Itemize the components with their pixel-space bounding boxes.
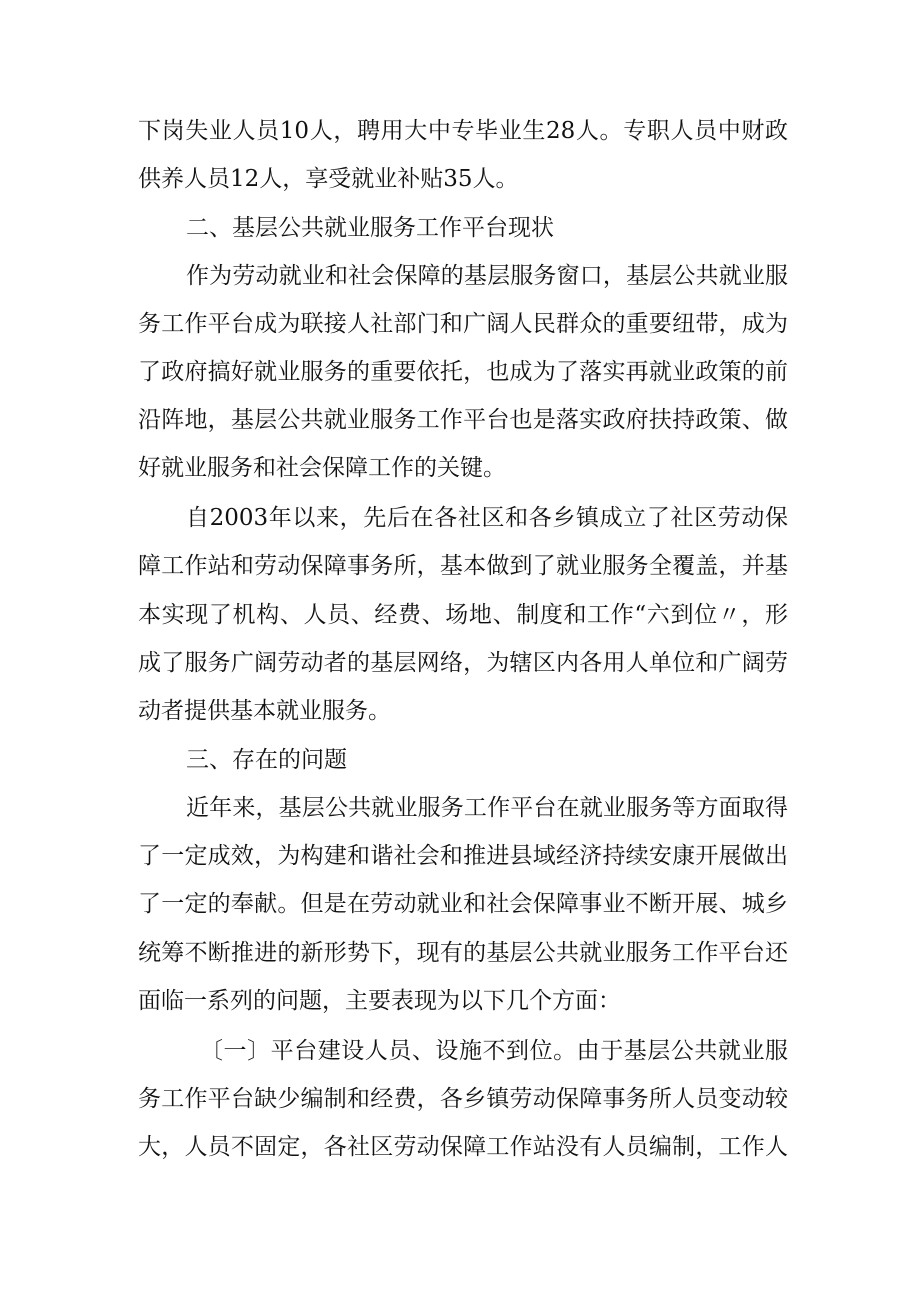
- text-line: 下岗失业人员10人，聘用大中专毕业生28人。专职人员中财政: [138, 118, 788, 144]
- section-heading: 三、存在的问题: [186, 747, 347, 773]
- text-line: 本实现了机构、人员、经费、场地、制度和工作“六到位〃，形: [138, 602, 788, 628]
- text-line: 务工作平台成为联接人社部门和广阔人民群众的重要纽带，成为: [138, 311, 788, 337]
- text-line: 沿阵地，基层公共就业服务工作平台也是落实政府扶持政策、做: [138, 407, 788, 433]
- text-line: 了政府搞好就业服务的重要依托，也成为了落实再就业政策的前: [138, 359, 788, 385]
- text-line: 近年来，基层公共就业服务工作平台在就业服务等方面取得: [186, 795, 788, 821]
- text-line: 面临一系列的问题，主要表现为以下几个方面：: [138, 988, 621, 1014]
- text-line: 统筹不断推进的新形势下，现有的基层公共就业服务工作平台还: [138, 940, 788, 966]
- text-line: 动者提供基本就业服务。: [138, 698, 391, 724]
- text-line: 了一定的奉献。但是在劳动就业和社会保障事业不断开展、城乡: [138, 891, 788, 917]
- text-line: 好就业服务和社会保障工作的关键。: [138, 455, 506, 481]
- text-line: 障工作站和劳动保障事务所，基本做到了就业服务全覆盖，并基: [138, 553, 788, 579]
- text-line: 自2003年以来，先后在各社区和各乡镇成立了社区劳动保: [186, 505, 788, 531]
- text-line: 〔一〕平台建设人员、设施不到位。由于基层公共就业服: [200, 1038, 788, 1064]
- text-line: 了一定成效，为构建和谐社会和推进县域经济持续安康开展做出: [138, 843, 788, 869]
- section-heading: 二、基层公共就业服务工作平台现状: [186, 215, 554, 241]
- text-line: 供养人员12人，享受就业补贴35人。: [138, 166, 519, 192]
- text-line: 成了服务广阔劳动者的基层网络，为辖区内各用人单位和广阔劳: [138, 650, 788, 676]
- text-line: 大，人员不固定，各社区劳动保障工作站没有人员编制，工作人: [138, 1134, 788, 1160]
- text-line: 作为劳动就业和社会保障的基层服务窗口，基层公共就业服: [186, 263, 788, 289]
- text-line: 务工作平台缺少编制和经费，各乡镇劳动保障事务所人员变动较: [138, 1086, 788, 1112]
